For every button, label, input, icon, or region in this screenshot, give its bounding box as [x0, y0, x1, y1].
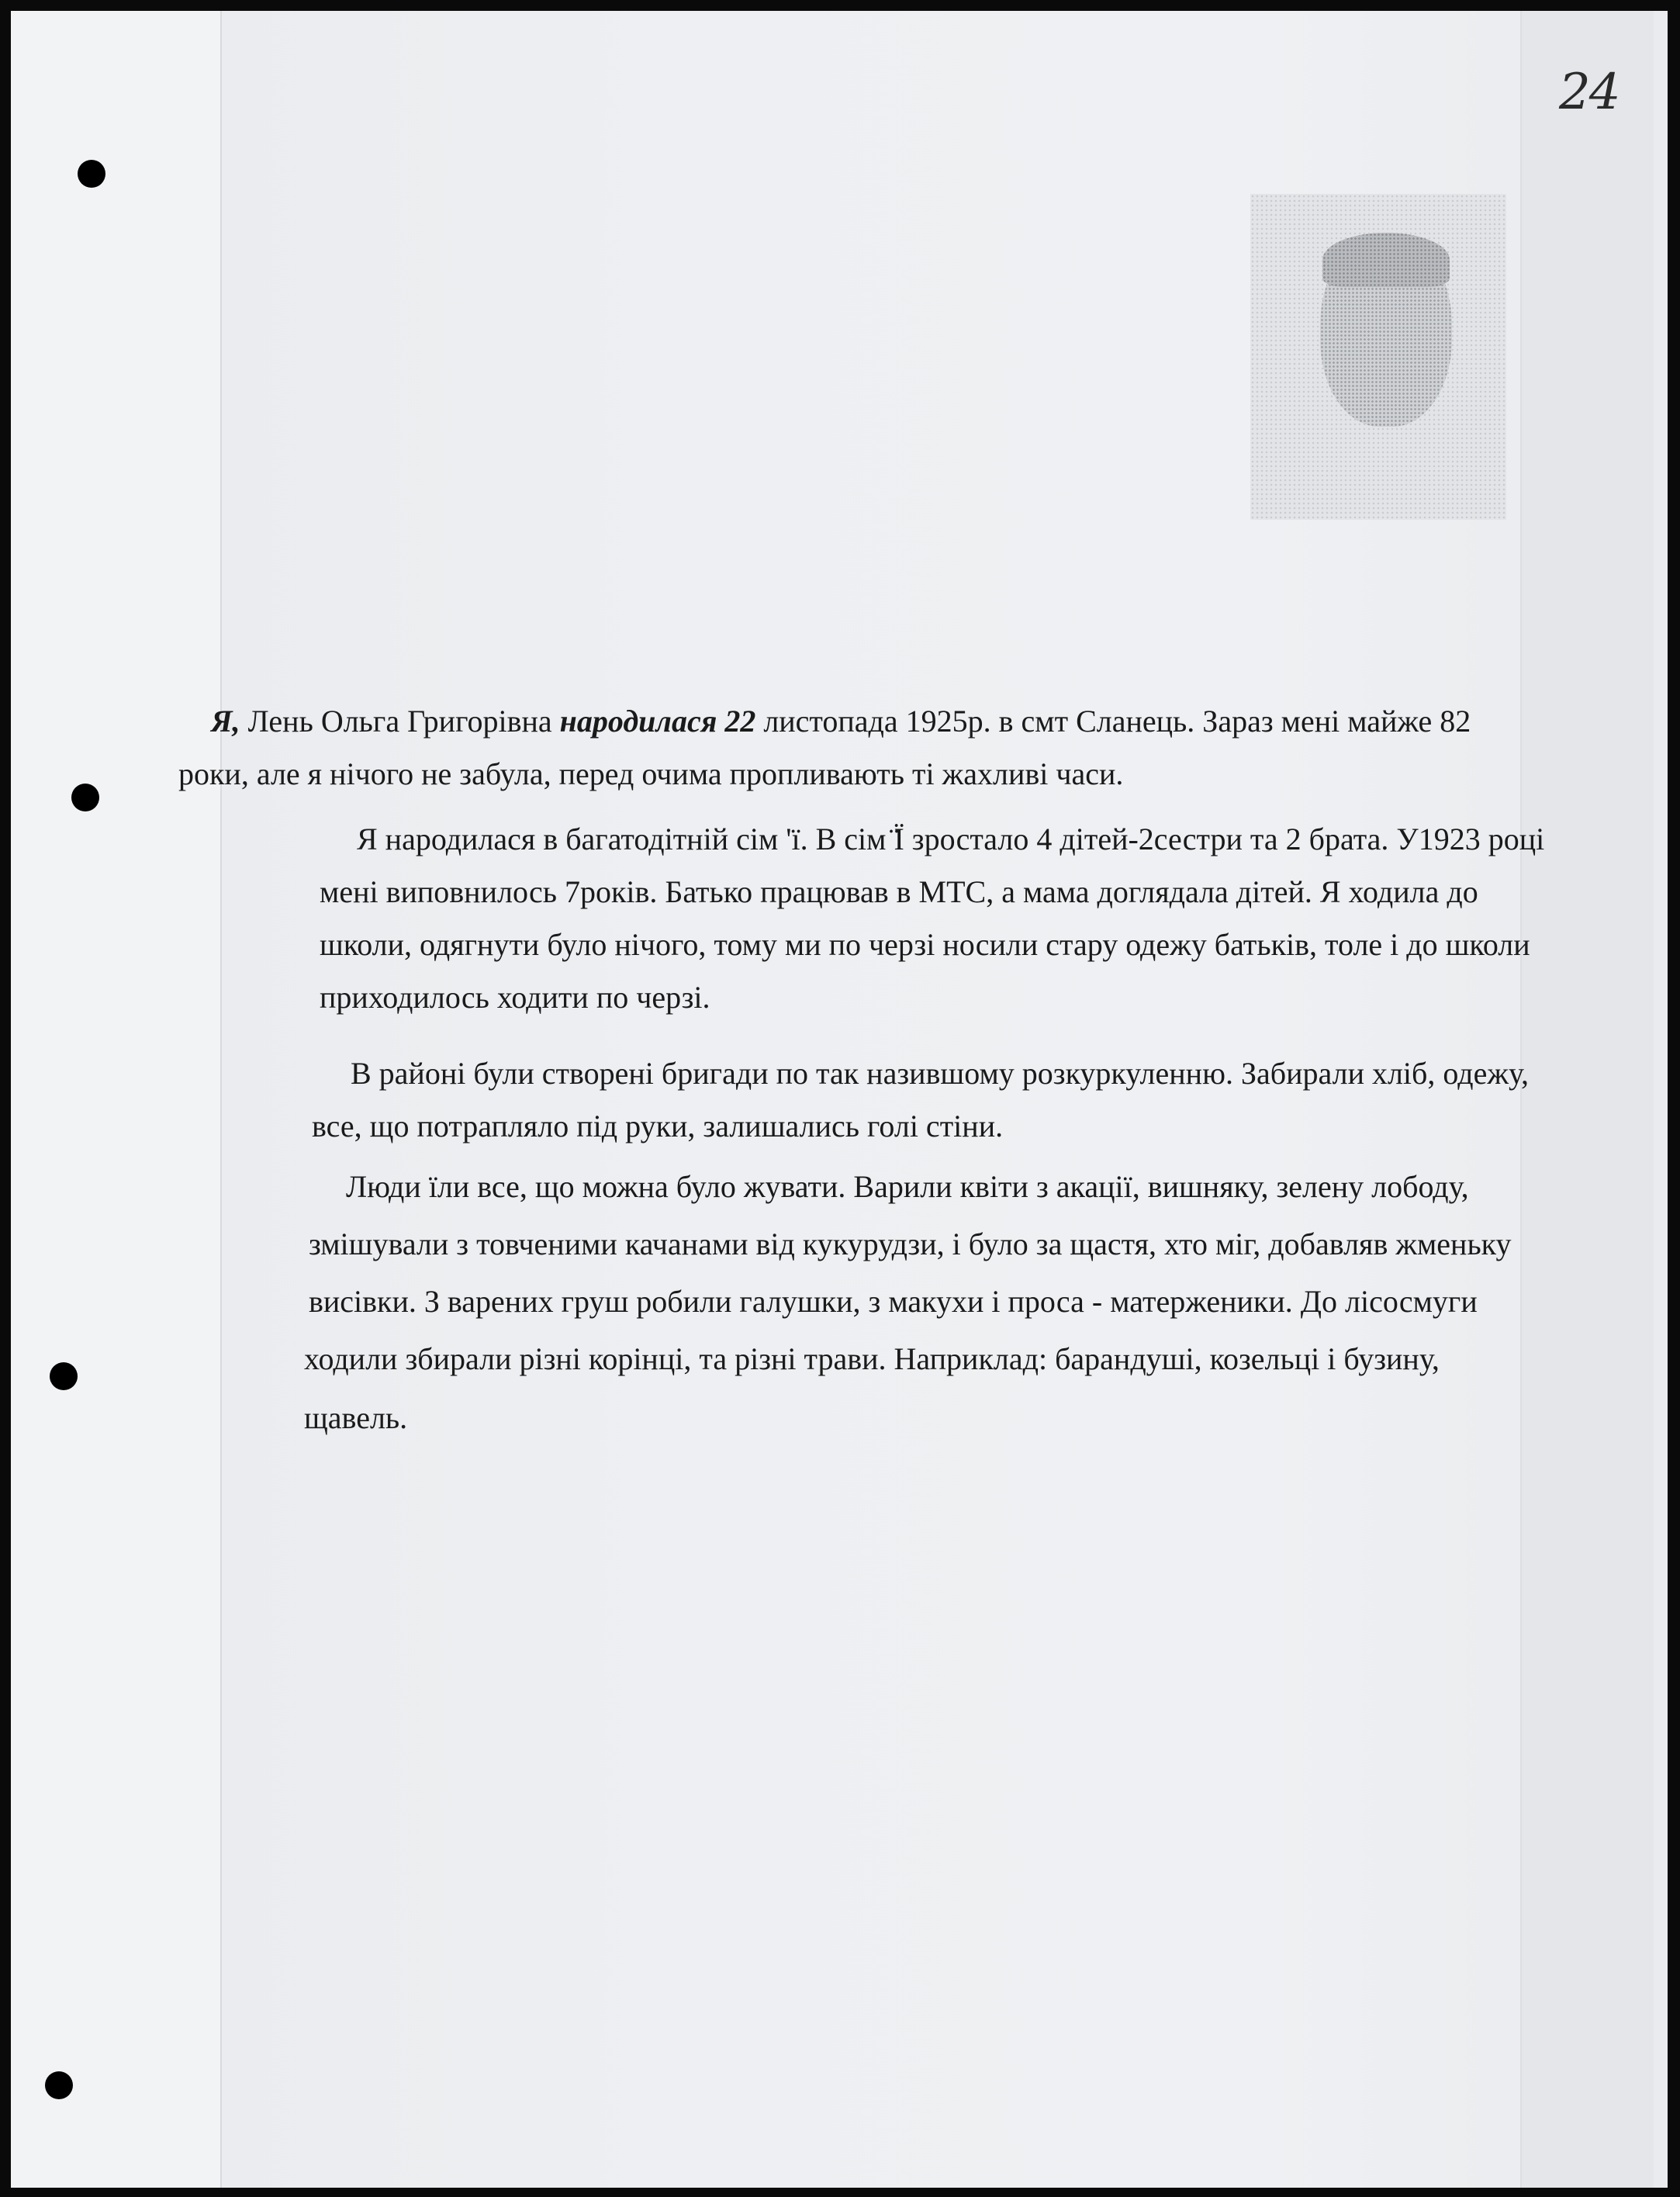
paragraph-2-line-2: все, що потрапляло під руки, залишались голі стіни. [312, 1109, 1004, 1143]
paragraph-3-line-4: ходили збирали різні корінці, та різні трави. Наприклад: барандуші, козельці і бузину, [304, 1341, 1440, 1376]
paragraph-3-line-3: висівки. З варених груш робили галушки, з макухи і проса - матерженики. До лісосмуги [309, 1284, 1478, 1319]
punch-hole [71, 784, 99, 811]
intro-line-2: роки, але я нічого не забула, перед очима пропливають ті жахливі часи. [178, 756, 1124, 791]
intro-line-1 [211, 695, 1471, 748]
intro-lead: Я, [211, 704, 240, 739]
intro-born: народилася 22 [559, 704, 756, 739]
paragraph-1-line-3: школи, одягнути було нічого, тому ми по черзі носили стару одежу батьків, толе і до школи [320, 927, 1530, 962]
paragraph-3-line-5: щавель. [304, 1400, 408, 1435]
punch-hole [78, 160, 105, 188]
paragraph-3-line-2: змішували з товченими качанами від кукурудзи, і було за щастя, хто міг, добавляв жменьку [309, 1227, 1512, 1261]
paragraph-3-line-1: Люди їли все, що можна було жувати. Варили квіти з акації, вишняку, зелену лободу, [346, 1169, 1469, 1204]
right-sheet-edge [1520, 11, 1654, 2188]
paragraph-1-line-4: приходилось ходити по черзі. [320, 980, 710, 1015]
punch-hole [45, 2071, 73, 2099]
paragraph-2-line-1: В районі були створені бригади по так назившому розкуркуленню. Забирали хліб, одежу, [351, 1056, 1529, 1091]
handwritten-page-number: 24 [1559, 64, 1620, 121]
intro-name: Лень Ольга Григорівна [240, 704, 560, 739]
portrait-hair [1322, 233, 1450, 287]
paragraph-1-line-1: Я народилася в багатодітній сім 'ї. В сім ̈Ї зростало 4 дітей-2сестри та 2 брата. У1923 році [357, 822, 1545, 856]
paragraph-1-line-2: мені виповнилось 7років. Батько працював в МТС, а мама доглядала дітей. Я ходила до [320, 874, 1478, 909]
underlying-sheet-edge [11, 11, 222, 2188]
punch-hole [50, 1362, 78, 1390]
intro-line1-rest: листопада 1925р. в смт Сланець. Зараз мені майже 82 [755, 704, 1471, 739]
